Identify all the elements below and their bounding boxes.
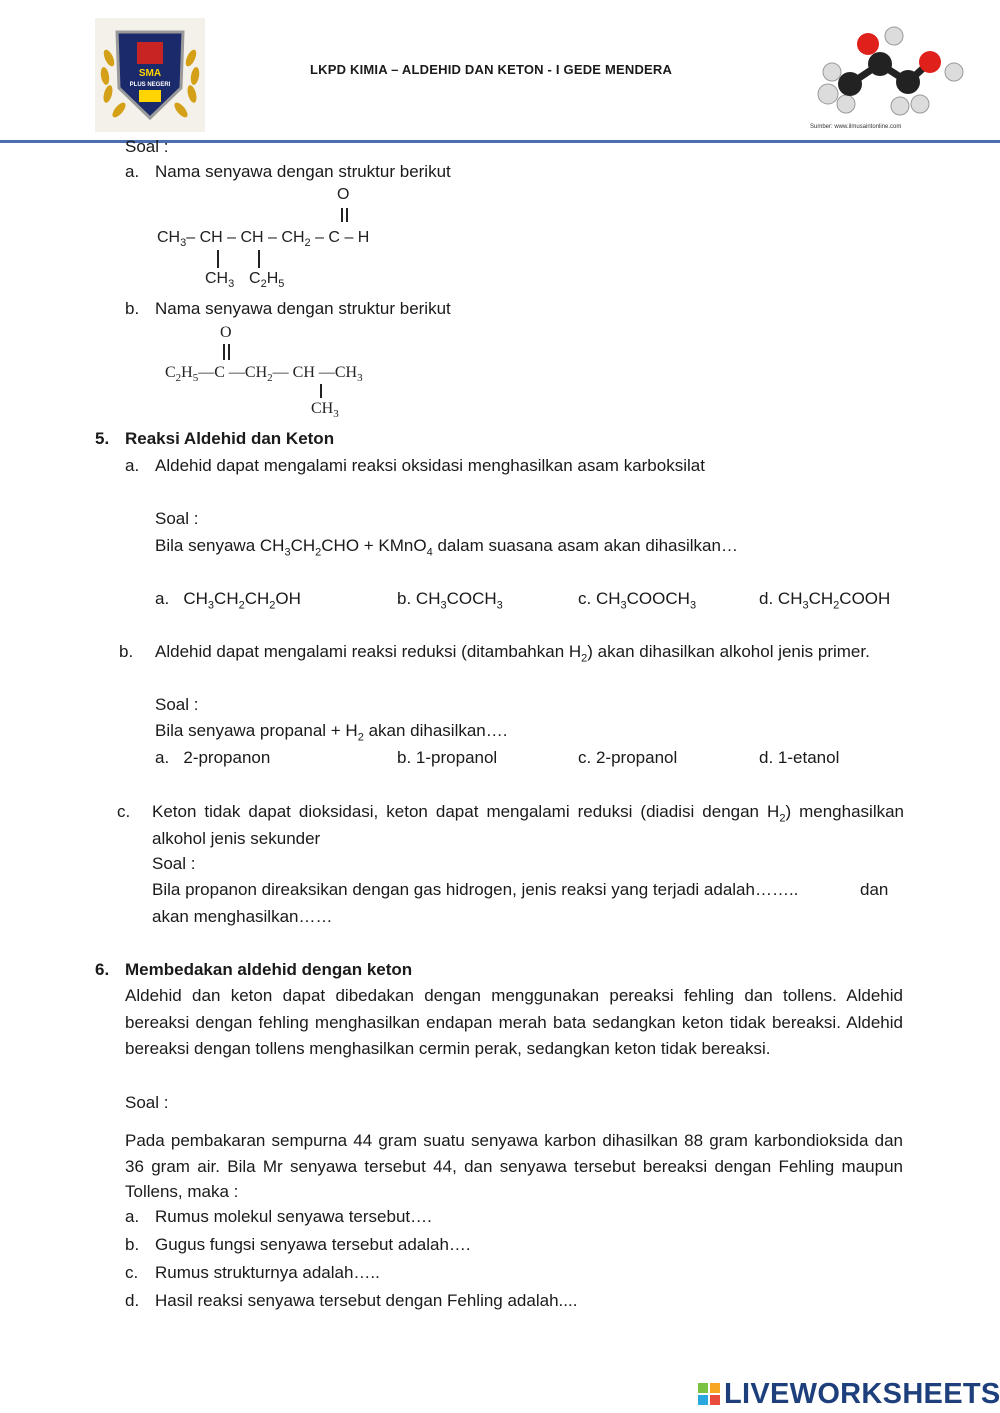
- s5c-marker: c.: [117, 802, 131, 821]
- s6-item-a-text: Rumus molekul senyawa tersebut….: [155, 1207, 432, 1226]
- logo-text-school: PLUS NEGERI: [129, 82, 171, 88]
- soal-item-b-marker: b.: [125, 299, 140, 318]
- liveworksheets-brand[interactable]: LIVEWORKSHEETS: [724, 1378, 1000, 1410]
- page-title: LKPD KIMIA – ALDEHID DAN KETON - I GEDE MENDERA: [310, 62, 673, 77]
- s6-item-b-marker: b.: [125, 1235, 140, 1254]
- s5c-question-line2: akan menghasilkan……: [152, 907, 333, 926]
- image-caption: Sumber: www.ilmusaintonline.com: [810, 124, 902, 130]
- liveworksheets-logo-icon: [698, 1383, 720, 1405]
- school-logo: [95, 18, 205, 132]
- s6-item-a-marker: a.: [125, 1207, 140, 1226]
- s5a-option-d[interactable]: d. $CH_3CH_2COOH$: [759, 589, 891, 612]
- s5c-question-dan: dan: [860, 880, 889, 899]
- molecule-image: [808, 22, 968, 132]
- s5b-question: Bila senyawa propanal + $H_2$ akan dihasilkan….: [155, 721, 508, 744]
- s5a-option-a[interactable]: a. $CH_3CH_2CH_2OH$: [155, 589, 301, 612]
- s5b-soal-label: Soal :: [155, 695, 199, 714]
- s6-item-d-marker: d.: [125, 1291, 140, 1310]
- s5a-option-b[interactable]: b. $CH_3COCH_3$: [397, 589, 503, 612]
- s5b-option-d[interactable]: d. 1-etanol: [759, 748, 840, 767]
- section5-title: Reaksi Aldehid dan Keton: [125, 429, 335, 448]
- s5c-question-line1: Bila propanon direaksikan dengan gas hidrogen, jenis reaksi yang terjadi adalah……..: [152, 880, 799, 899]
- s5b-option-b[interactable]: b. 1-propanol: [397, 748, 498, 767]
- logo-text-sma: SMA: [138, 68, 162, 79]
- soal-item-b-text: Nama senyawa dengan struktur berikut: [155, 299, 451, 318]
- soal-label-top: Soal :: [125, 137, 169, 156]
- s5c-text: Keton tidak dapat dioksidasi, keton dapat mengalami reduksi (diadisi dengan $H_2$) menghasilkan alkohol jenis sekunder: [152, 802, 905, 848]
- s6-item-c-text: Rumus strukturnya adalah…..: [155, 1263, 380, 1282]
- s6-item-b-text: Gugus fungsi senyawa tersebut adalah….: [155, 1235, 471, 1254]
- section6-paragraph: Aldehid dan keton dapat dibedakan dengan menggunakan pereaksi fehling dan tollens. Aldehid bereaksi dengan fehling menghasilkan endapan merah bata sedangkan keton tidak bereaksi. Aldehid bereaksi dengan tollens menghasilkan cermin perak, sedangkan keton tidak bereaksi.: [125, 986, 903, 1058]
- section5-number: 5.: [95, 429, 110, 448]
- section6-number: 6.: [95, 960, 110, 979]
- structure-a: O $CH_3-$ CH – CH – $CH_2$ – C – H $CH_3$ $C_2H_5$: [157, 186, 370, 291]
- s5a-question: Bila senyawa $CH_3CH_2CHO$ + KMnO$_4$ dalam suasana asam akan dihasilkan…: [155, 536, 738, 559]
- s5a-soal-label: Soal :: [155, 509, 199, 528]
- s5a-marker: a.: [125, 456, 140, 475]
- section6-problem: Pada pembakaran sempurna 44 gram suatu senyawa karbon dihasilkan 88 gram karbondioksida dan 36 gram air. Bila Mr senyawa tersebut 44, dan senyawa tersebut bereaksi dengan Fehling maupun Tollens, maka :: [125, 1131, 903, 1201]
- section6-title: Membedakan aldehid dengan keton: [125, 960, 413, 979]
- section6-soal-label: Soal :: [125, 1093, 169, 1112]
- s5b-marker: b.: [119, 642, 134, 661]
- s5a-text: Aldehid dapat mengalami reaksi oksidasi menghasilkan asam karboksilat: [155, 456, 705, 475]
- s6-item-d-text: Hasil reaksi senyawa tersebut dengan Fehling adalah....: [155, 1291, 578, 1310]
- s5b-text: Aldehid dapat mengalami reaksi reduksi (ditambahkan $H_2$) akan dihasilkan alkohol jenis primer.: [155, 642, 870, 665]
- structure-b: O $C_2H_5—C$ $—CH_2—$ CH $—CH_3$ $CH_3$: [165, 324, 363, 421]
- s5c-soal-label: Soal :: [152, 854, 196, 873]
- s5b-option-c[interactable]: c. 2-propanol: [578, 748, 678, 767]
- soal-item-a-text: Nama senyawa dengan struktur berikut: [155, 162, 451, 181]
- s6-item-c-marker: c.: [125, 1263, 139, 1282]
- s5a-option-c[interactable]: c. $CH_3COOCH_3$: [578, 589, 697, 612]
- soal-item-a-marker: a.: [125, 162, 140, 181]
- s5b-option-a[interactable]: a. 2-propanon: [155, 748, 271, 767]
